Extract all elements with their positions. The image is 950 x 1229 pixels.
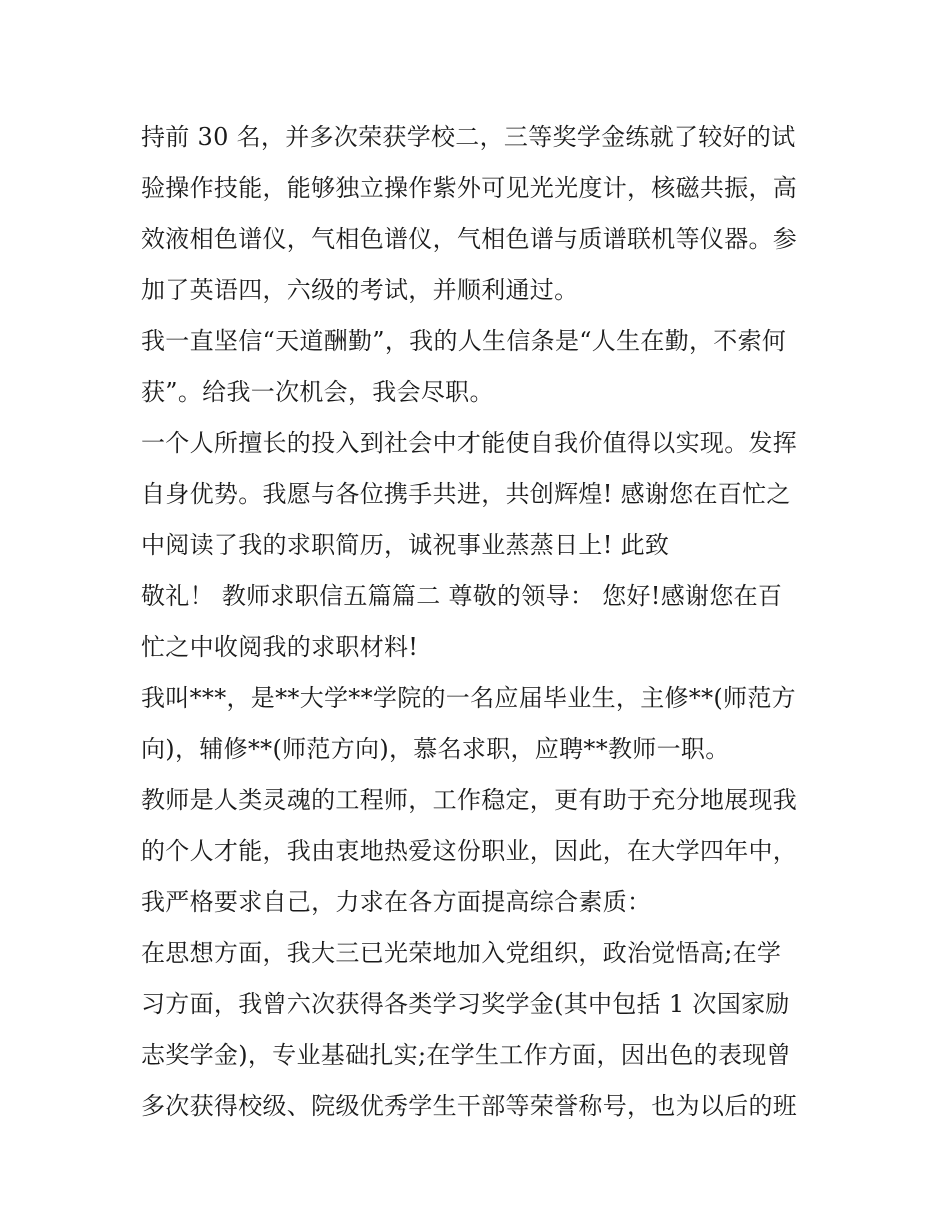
text-line: 中阅读了我的求职简历，诚祝事业蒸蒸日上! 此致 <box>141 531 670 559</box>
text-line: 习方面，我曾六次获得各类学习奖学金(其中包括 1 次国家励 <box>141 990 790 1018</box>
text-line: 忙之中收阅我的求职材料! <box>141 633 419 661</box>
text-line: 我一直坚信“天道酬勤”，我的人生信条是“人生在勤，不索何 <box>141 327 787 355</box>
text-line: 持前 30 名，并多次荣获学校二，三等奖学金练就了较好的试 <box>141 123 796 151</box>
text-line: 我叫***，是**大学**学院的一名应届毕业生，主修**(师范方 <box>141 684 796 712</box>
text-line: 自身优势。我愿与各位携手共进，共创辉煌! 感谢您在百忙之 <box>141 480 791 508</box>
text-line: 教师是人类灵魂的工程师，工作稳定，更有助于充分地展现我 <box>141 786 798 814</box>
text-line: 一个人所擅长的投入到社会中才能使自我价值得以实现。发挥 <box>141 429 798 457</box>
text-line: 多次获得校级、院级优秀学生干部等荣誉称号，也为以后的班 <box>141 1092 798 1120</box>
text-line: 在思想方面，我大三已光荣地加入党组织，政治觉悟高;在学 <box>141 939 782 967</box>
text-line: 向)，辅修**(师范方向)，慕名求职，应聘**教师一职。 <box>141 735 730 763</box>
text-line: 验操作技能，能够独立操作紫外可见光光度计，核磁共振，高 <box>141 174 798 202</box>
text-line: 我严格要求自己，力求在各方面提高综合素质： <box>141 888 652 916</box>
text-line: 的个人才能，我由衷地热爱这份职业，因此，在大学四年中， <box>141 837 798 865</box>
text-line: 加了英语四，六级的考试，并顺利通过。 <box>141 276 579 304</box>
text-line: 效液相色谱仪，气相色谱仪，气相色谱与质谱联机等仪器。参 <box>141 225 798 253</box>
text-line: 获”。给我一次机会，我会尽职。 <box>141 378 494 406</box>
text-line: 志奖学金)，专业基础扎实;在学生工作方面，因出色的表现曾 <box>141 1041 791 1069</box>
text-line: 敬礼！ 教师求职信五篇篇二 尊敬的领导： 您好!感谢您在百 <box>141 582 783 610</box>
document-body <box>141 112 821 1132</box>
